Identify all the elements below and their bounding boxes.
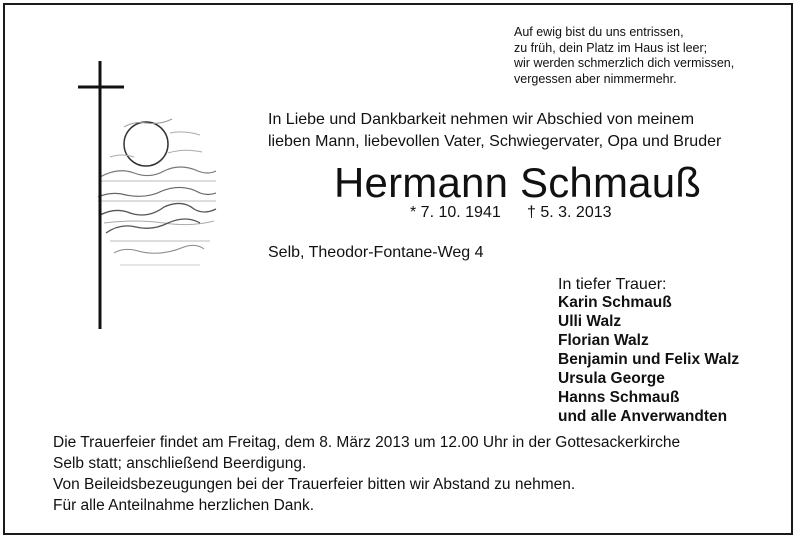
mourner-name: und alle Anverwandten — [558, 408, 728, 425]
landscape-icon — [98, 119, 216, 265]
death-date: † 5. 3. 2013 — [527, 204, 612, 221]
footer-line: Von Beileidsbezeugungen bei der Trauerfeier bitten wir Abstand zu nehmen. — [53, 476, 576, 493]
mourner-name: Benjamin und Felix Walz — [558, 351, 740, 368]
poem-line: Auf ewig bist du uns entrissen, — [514, 25, 684, 39]
poem — [514, 25, 734, 87]
deceased-name: Hermann Schmauß — [334, 159, 702, 206]
intro-text — [268, 109, 721, 153]
cross-landscape-illustration — [60, 55, 220, 335]
intro-line: In Liebe und Dankbarkeit nehmen wir Abschied von meinem — [268, 111, 695, 128]
footer-line: Für alle Anteilnahme herzlichen Dank. — [53, 497, 315, 514]
footer-line: Selb statt; anschließend Beerdigung. — [53, 455, 307, 472]
footer-line: Die Trauerfeier findet am Freitag, dem 8. März 2013 um 12.00 Uhr in der Gottesackerkirche — [53, 434, 681, 451]
address: Selb, Theodor-Fontane-Weg 4 — [268, 244, 484, 261]
intro-line: lieben Mann, liebevollen Vater, Schwiegervater, Opa und Bruder — [268, 133, 722, 150]
mourners-list — [558, 293, 739, 426]
mourners-label: In tiefer Trauer: — [558, 276, 667, 293]
poem-line: zu früh, dein Platz im Haus ist leer; — [514, 40, 708, 55]
mourner-name: Florian Walz — [558, 332, 649, 349]
mourner-name: Ursula George — [558, 370, 665, 387]
poem-line: wir werden schmerzlich dich vermissen, — [514, 56, 735, 71]
funeral-details — [53, 432, 680, 516]
poem-line: vergessen aber nimmermehr. — [514, 71, 677, 86]
mourner-name: Hanns Schmauß — [558, 389, 680, 406]
mourner-name: Karin Schmauß — [558, 294, 672, 311]
mourner-name: Ulli Walz — [558, 313, 622, 330]
birth-date: * 7. 10. 1941 — [410, 204, 501, 221]
cross-icon — [78, 61, 124, 329]
